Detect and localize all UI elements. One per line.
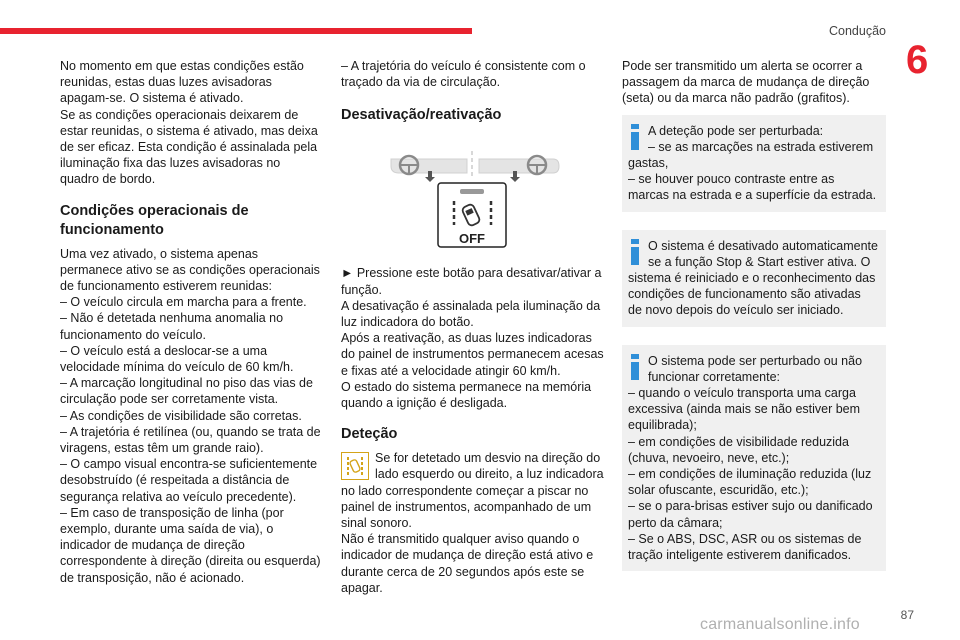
info-icon bbox=[628, 354, 642, 380]
note-text: – se as marcações na estrada estiverem gastas, bbox=[628, 139, 874, 171]
paragraph: Após a reativação, as duas luzes indicadoras do painel de instrumentos permanecem acesas e fixas até a velocidade atingir 60 km/h. bbox=[341, 331, 604, 378]
paragraph: A desativação é assinalada pela iluminação da luz indicadora do botão. bbox=[341, 298, 601, 330]
info-icon bbox=[628, 239, 642, 265]
top-accent-bar bbox=[0, 28, 472, 34]
note-text: – em condições de iluminação reduzida (luz solar ofuscante, escuridão, etc.); bbox=[628, 467, 872, 498]
note-text: O sistema pode ser perturbado ou não funcionar corretamente: bbox=[648, 353, 863, 384]
list-item: – Em caso de transposição de linha (por exemplo, durante uma saída de via), o indicador de mudança de direção correspondente à direção (direita ou esquerda) de transposição, não é acionado. bbox=[60, 505, 321, 585]
list-item: – O veículo está a deslocar-se a uma velocidade mínima do veículo de 60 km/h. bbox=[60, 343, 294, 375]
note-text: O sistema é desativado automaticamente se a função Stop & Start estiver ativa. O sistema é reiniciado e o reconhecimento das condições de funcionamento são ativadas de novo depois do veículo ser iniciado. bbox=[628, 238, 878, 318]
chapter-number: 6 bbox=[906, 38, 929, 82]
info-icon bbox=[628, 124, 642, 150]
list-item: – As condições de visibilidade são corretas. bbox=[60, 408, 302, 423]
paragraph: Se as condições operacionais deixarem de estar reunidas, o sistema é ativado, mas deixa de ser eficaz. Esta condição é assinalada pela iluminação fixa das luzes avisadoras no quadro de bordo. bbox=[60, 107, 318, 187]
note-text: – Se o ABS, DSC, ASR ou os sistemas de tração inteligente estiverem danificados. bbox=[628, 531, 862, 563]
watermark: carmanualsonline.info bbox=[700, 616, 860, 633]
paragraph: Não é transmitido qualquer aviso quando o indicador de mudança de direção está ativo e durante cerca de 20 segundos após este se apagar. bbox=[341, 532, 594, 595]
arrow-down-icon bbox=[510, 177, 520, 182]
button-marker bbox=[513, 171, 517, 178]
list-item: – A trajetória do veículo é consistente com o traçado da via de circulação. bbox=[341, 59, 586, 90]
note-text: A deteção pode ser perturbada: bbox=[648, 123, 824, 138]
note-text: – se houver pouco contraste entre as marcas na estrada e a superfície da estrada. bbox=[628, 172, 877, 203]
paragraph: O estado do sistema permanece na memória quando a ignição é desligada. bbox=[341, 379, 592, 411]
info-note-box bbox=[622, 345, 886, 572]
dashboard-button-illustration bbox=[341, 133, 604, 251]
info-note-box bbox=[622, 115, 886, 212]
list-item: – A marcação longitudinal no piso das vias de circulação pode ser corretamente vista. bbox=[60, 376, 313, 407]
note-text: – em condições de visibilidade reduzida (chuva, nevoeiro, neve, etc.); bbox=[628, 434, 849, 465]
button-marker bbox=[428, 171, 432, 178]
column-2 bbox=[341, 58, 604, 596]
paragraph: Uma vez ativado, o sistema apenas permanece ativo se as condições operacionais de funcionamento estiverem reunidas: bbox=[60, 246, 320, 294]
list-item: – O veículo circula em marcha para a frente. bbox=[60, 295, 307, 310]
paragraph: Pode ser transmitido um alerta se ocorrer a passagem da marca de mudança de direção (seta) ou da marca não padrão (grafitos). bbox=[622, 59, 870, 106]
lane-departure-warning-icon bbox=[341, 452, 369, 480]
list-item: – Não é detetada nenhuma anomalia no funcionamento do veículo. bbox=[60, 311, 284, 342]
column-3 bbox=[622, 58, 886, 571]
note-text: – quando o veículo transporta uma carga excessiva (ainda mais se não estiver bem equilibrada); bbox=[628, 386, 861, 433]
info-note-box bbox=[622, 230, 886, 327]
off-label: OFF bbox=[459, 231, 485, 247]
column-1 bbox=[60, 58, 322, 586]
section-heading-deactivation: Desativação/reativação bbox=[341, 107, 502, 124]
page-number: 87 bbox=[900, 608, 914, 622]
list-item: – O campo visual encontra-se suficientemente desobstruído (é respeitada a distância de segurança relativa ao veículo precedente). bbox=[60, 457, 318, 504]
paragraph: Se for detetado um desvio na direção do lado esquerdo ou direito, a luz indicadora no lado correspondente começar a piscar no painel de instrumentos, acompanhado de um sinal sonoro. bbox=[341, 451, 604, 531]
instruction-step: ► Pressione este botão para desativar/ativar a função. bbox=[341, 266, 602, 297]
note-text: – se o para-brisas estiver sujo ou danificado perto da câmara; bbox=[628, 499, 873, 530]
section-heading-detection: Deteção bbox=[341, 426, 398, 443]
paragraph: No momento em que estas condições estão reunidas, estas duas luzes avisadoras apagam-se. O sistema é ativado. bbox=[60, 59, 304, 106]
list-item: – A trajetória é retilínea (ou, quando se trata de viragens, estas têm um grande raio). bbox=[60, 424, 321, 456]
arrow-down-icon bbox=[425, 177, 435, 182]
section-heading-operating-conditions: Condições operacionais de funcionamento bbox=[60, 202, 249, 238]
chapter-title: Condução bbox=[829, 24, 886, 38]
